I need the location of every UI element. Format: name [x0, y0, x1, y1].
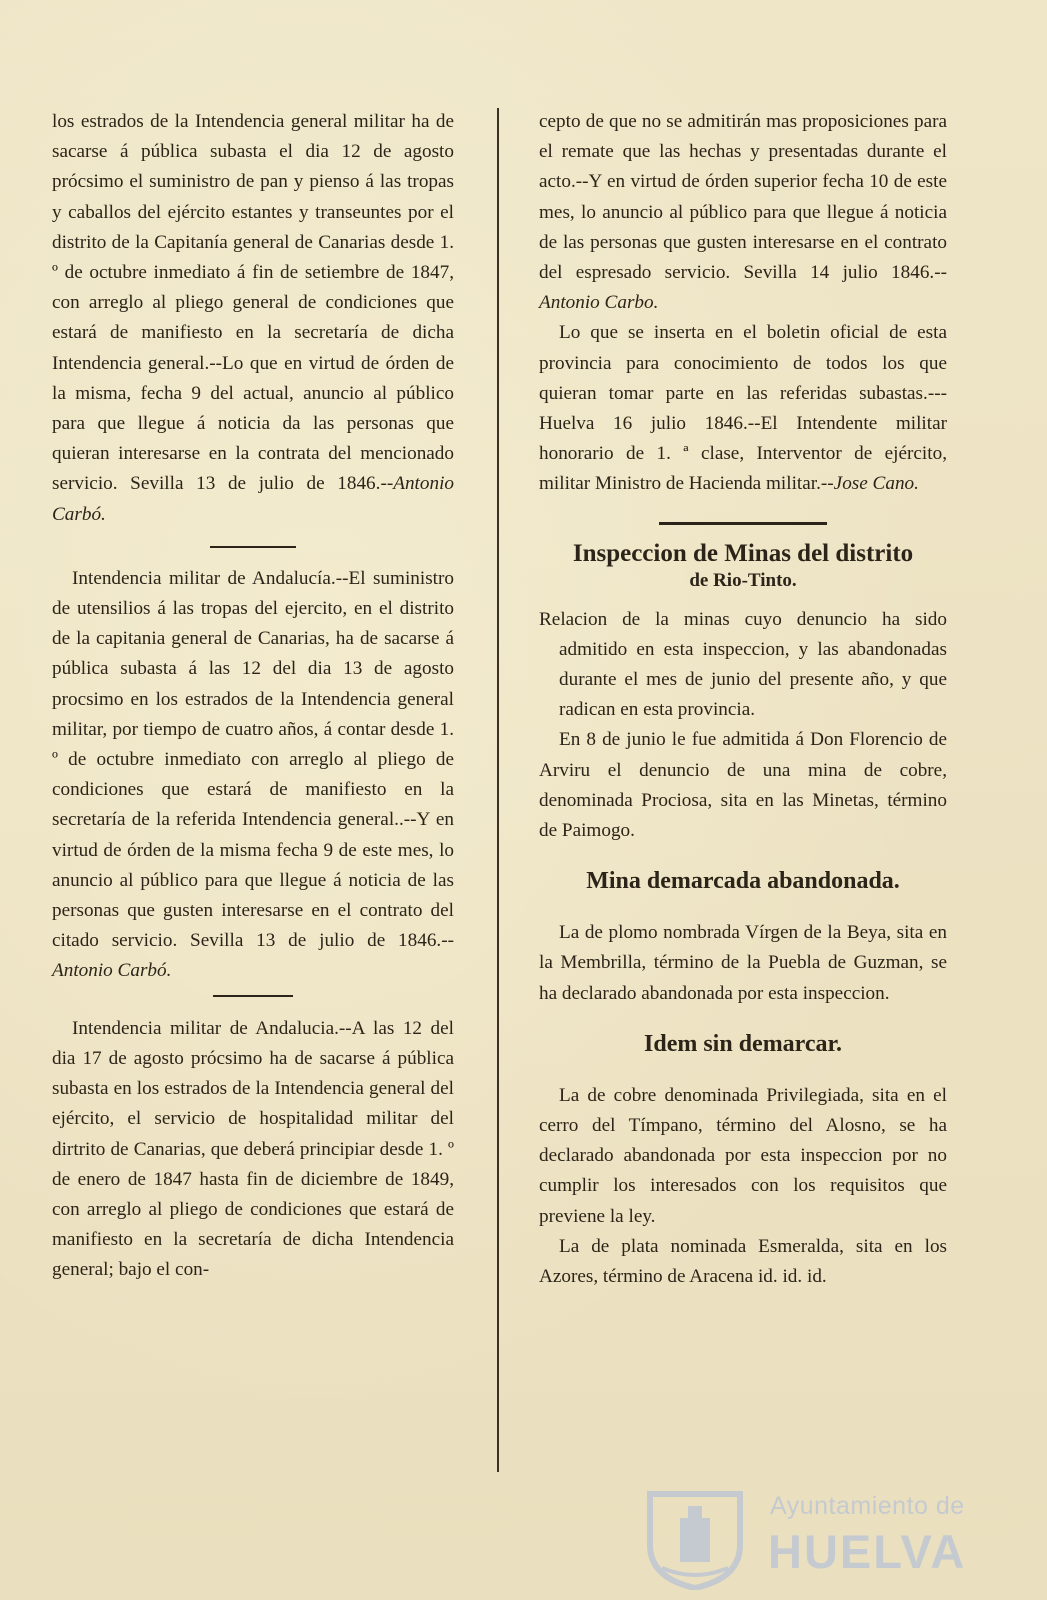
left-column: [52, 107, 454, 1286]
signature: Jose Cano.: [833, 473, 919, 495]
signature: Antonio Carbó.: [52, 473, 454, 525]
city-shield-icon: [640, 1490, 750, 1590]
column-divider: [497, 108, 499, 1472]
signature: Antonio Carbo.: [539, 292, 659, 314]
right-paragraph-2: Lo que se inserta en el boletin oficial de esta provincia para conocimiento de todos los que quieran tomar parte en las referidas subastas.---Huelva 16 julio 1846.--El Intendente militar honorario de 1. ª clase, Interventor de ejército, militar Ministro de Hacienda militar.--Jose Cano.: [539, 322, 947, 495]
subsection-title-demarcada: Mina demarcada abandonada.: [586, 868, 900, 895]
right-column: [539, 107, 947, 1292]
left-paragraph-1: los estrados de la Intendencia general militar ha de sacarse á pública subasta el dia 12 de agosto prócsimo el suministro de pan y pienso á las tropas y caballos del ejército estantes y transeuntes por el distrito de la Capitanía general de Canarias desde 1. º de octubre inmediato á fin de setiembre de 1847, con arreglo al pliego general de condiciones que estará de manifiesto en la secretaría de dicha Intendencia general.--Lo que en virtud de órden de la misma, fecha 9 del actual, anuncio al público para que llegue á noticia da las personas que quieran interesarse en la contrata del mencionado servicio. Sevilla 13 de julio de 1846.--Antonio Carbó.: [52, 111, 454, 525]
separator-rule: [210, 546, 296, 548]
signature: Antonio Carbó.: [52, 960, 172, 982]
separator-rule: [213, 995, 293, 997]
watermark-logo: [640, 1490, 970, 1590]
watermark-text-top: Ayuntamiento de: [770, 1492, 965, 1520]
right-paragraph-4: En 8 de junio le fue admitida á Don Florencio de Arviru el denuncio de una mina de cobre, denominada Prociosa, sita en las Minetas, término de Paimogo.: [539, 729, 947, 842]
subsection-title-sin-demarcar: Idem sin demarcar.: [644, 1030, 842, 1057]
right-paragraph-7: La de plata nominada Esmeralda, sita en los Azores, término de Aracena id. id. id.: [539, 1235, 947, 1288]
right-paragraph-1: cepto de que no se admitirán mas proposiciones para el remate que las hechas y presentadas durante el acto.--Y en virtud de órden superior fecha 10 de este mes, lo anuncio al público para que llegue á noticia de las personas que gusten interesarse en el contrato del espresado servicio. Sevilla 14 julio 1846.--Antonio Carbo.: [539, 111, 947, 314]
left-paragraph-2: Intendencia militar de Andalucía.--El suministro de utensilios á las tropas del ejercito, en el distrito de la capitania general de Canarias, ha de sacarse á pública subasta á las 12 del dia 13 de agosto procsimo en los estrados de la Intendencia general militar, por tiempo de cuatro años, á contar desde 1. º de octubre inmediato con arreglo al pliego de condiciones que estará de manifiesto en la secretaría de la referida Intendencia general..--Y en virtud de órden de la misma fecha 9 de este mes, lo anuncio al público para que llegue á noticia de las personas que gusten interesarse en el contrato del citado servicio. Sevilla 13 de julio de 1846.--Antonio Carbó.: [52, 567, 454, 982]
right-paragraph-6: La de cobre denominada Privilegiada, sita en el cerro del Tímpano, término del Alosno, se ha declarado abandonada por esta inspeccion por no cumplir los interesados con los requisitos que previene la ley.: [539, 1084, 947, 1227]
section-heading: Inspeccion de Minas del distrito: [572, 539, 914, 567]
left-paragraph-3: Intendencia militar de Andalucia.--A las 12 del dia 17 de agosto prócsimo ha de sacarse á pública subasta en los estrados de la Intendencia general del ejército, el servicio de hospitalidad militar del dirtrito de Canarias, que deberá principiar desde 1. º de enero de 1847 hasta fin de diciembre de 1849, con arreglo al pliego de condiciones que estará de manifiesto en la secretaría de dicha Intendencia general; bajo el con-: [52, 1017, 454, 1281]
separator-rule: [659, 522, 827, 525]
right-paragraph-3: Relacion de la minas cuyo denuncio ha sido admitido en esta inspeccion, y las abandonadas durante el mes de junio del presente año, y que radican en esta provincia.: [539, 608, 947, 721]
watermark-text-bottom: HUELVA: [768, 1525, 967, 1578]
right-paragraph-5: La de plomo nombrada Vírgen de la Beya, sita en la Membrilla, término de la Puebla de Guzman, se ha declarado abandonada por esta inspeccion.: [539, 922, 947, 1004]
section-subheading: de Rio-Tinto.: [689, 569, 797, 591]
